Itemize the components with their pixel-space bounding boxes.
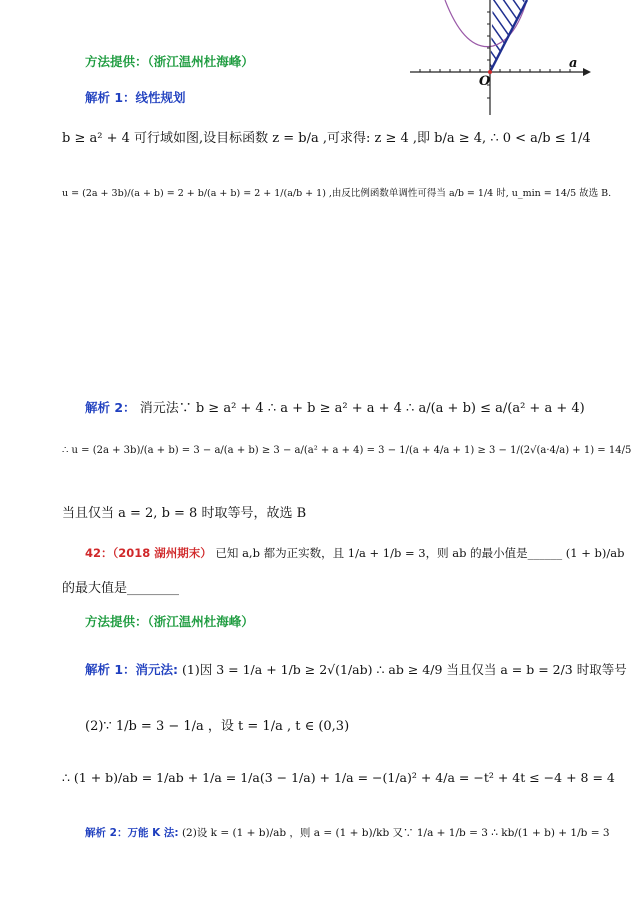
- block2-solution1-line3: ∴ (1 + b)/ab = 1/ab + 1/a = 1/a(3 − 1/a) + 1/a = −(1/a)² + 4/a = −t² + 4t ≤ −4 + 8 = 4: [62, 770, 615, 785]
- solution2-line3: 当且仅当 a = 2, b = 8 时取等号，故选 B: [62, 506, 307, 521]
- block2-solution2-row: [85, 825, 610, 840]
- solution1-line2: u = (2a + 3b)/(a + b) = 2 + b/(a + b) = 2 + 1/(a/b + 1) ,由反比例函数单调性可得当 a/b = 1/4 时, u_min = 14/5 故选 B.: [62, 188, 612, 199]
- solution2-label: 解析 2：: [85, 400, 136, 415]
- problem-42-text2: 的最大值是________: [62, 581, 180, 596]
- block2-solution1-line2: (2)∵ 1/b = 3 − 1/a ，设 t = 1/a , t ∈ (0,3): [85, 719, 350, 734]
- block2-solution2-label: 解析 2：万能 K 法:: [85, 827, 179, 839]
- feasible-region-graph: [405, 0, 595, 120]
- solution1-line1: b ≥ a² + 4 可行域如图,设目标函数 z = b/a ,可求得: z ≥ 4 ,即 b/a ≥ 4, ∴ 0 < a/b ≤ 1/4: [62, 131, 591, 146]
- method-provider-label-2: 方法提供：（浙江温州杜海峰）: [85, 614, 254, 629]
- problem-42-label: 42：（2018 湖州期末）: [85, 546, 212, 560]
- solution2-row: [85, 397, 585, 416]
- block2-solution1-label: 解析 1：消元法:: [85, 662, 179, 677]
- origin-label: O: [479, 74, 491, 89]
- solution1-label: 解析 1：线性规划: [85, 90, 186, 105]
- block2-solution2-line1: (2)设 k = (1 + b)/ab ，则 a = (1 + b)/kb 又∵ 1/a + 1/b = 3 ∴ kb/(1 + b) + 1/b = 3: [181, 827, 610, 839]
- problem-42-text: 已知 a,b 都为正实数，且 1/a + 1/b = 3，则 ab 的最小值是______ (1 + b)/ab: [215, 546, 625, 560]
- method-provider-label: 方法提供：（浙江温州杜海峰）: [85, 54, 254, 69]
- problem-42-row: [85, 545, 624, 561]
- block2-solution1-line1: (1)因 3 = 1/a + 1/b ≥ 2√(1/ab) ∴ ab ≥ 4/9 当且仅当 a = b = 2/3 时取等号: [182, 662, 627, 677]
- solution2-line2: ∴ u = (2a + 3b)/(a + b) = 3 − a/(a + b) ≥ 3 − a/(a² + a + 4) = 3 − 1/(a + 4/a + 1) ≥ 3 − 1/(2√(a·4/a) + 1) = 14/5: [62, 445, 632, 456]
- block2-solution1-row: [85, 660, 627, 678]
- x-axis-label: a: [569, 56, 578, 71]
- x-axis-arrow: [583, 68, 591, 76]
- solution2-line1: 消元法∵ b ≥ a² + 4 ∴ a + b ≥ a² + a + 4 ∴ a/(a + b) ≤ a/(a² + a + 4): [139, 401, 585, 416]
